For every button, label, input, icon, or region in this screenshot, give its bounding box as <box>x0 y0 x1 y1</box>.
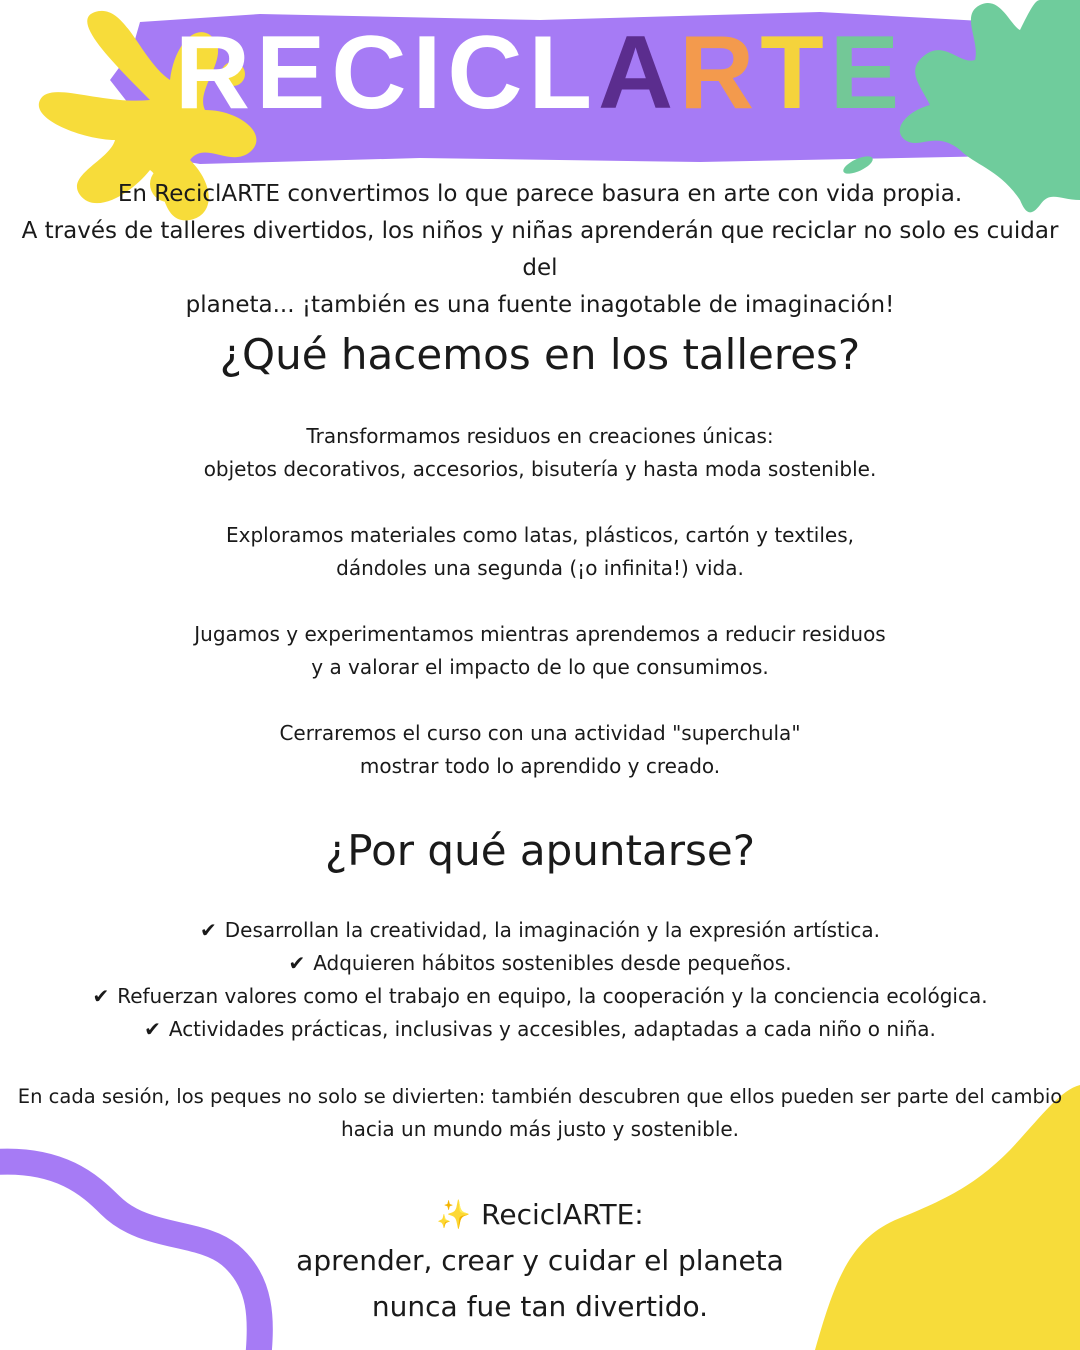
list-item <box>0 980 1080 1013</box>
workshop-paragraph <box>0 618 1080 684</box>
paragraph-line: objetos decorativos, accesorios, bisutería y hasta moda sostenible. <box>203 457 877 481</box>
page-title <box>0 15 1080 131</box>
slogan-brand-line <box>0 1192 1080 1238</box>
title-letter: E <box>829 15 906 131</box>
list-item-text: Refuerzan valores como el trabajo en equipo, la cooperación y la conciencia ecológica. <box>117 984 988 1008</box>
paragraph-line: y a valorar el impacto de lo que consumimos. <box>311 655 769 679</box>
title-letter: E <box>255 15 332 131</box>
workshop-paragraph <box>0 420 1080 486</box>
paragraph-line: Transformamos residuos en creaciones únicas: <box>306 424 774 448</box>
slogan-brand: ReciclARTE: <box>481 1198 644 1231</box>
check-icon: ✔ <box>92 984 110 1008</box>
title-letter: R <box>679 15 761 131</box>
benefits-list <box>0 914 1080 1046</box>
list-item <box>0 1013 1080 1046</box>
title-letter: L <box>528 15 598 131</box>
sparkles-icon: ✨ <box>436 1198 472 1231</box>
list-item <box>0 947 1080 980</box>
intro-line: planeta... ¡también es una fuente inagotable de imaginación! <box>185 292 895 318</box>
check-icon: ✔ <box>144 1017 161 1041</box>
title-letter: T <box>760 15 830 131</box>
list-item-text: Adquieren hábitos sostenibles desde pequeños. <box>313 951 792 975</box>
title-letter: I <box>412 15 448 131</box>
intro-paragraph <box>20 176 1060 324</box>
check-icon: ✔ <box>288 951 306 975</box>
intro-line: A través de talleres divertidos, los niños y niñas aprenderán que reciclar no solo es cuidar del <box>21 218 1059 281</box>
paragraph-line: mostrar todo lo aprendido y creado. <box>359 754 721 778</box>
paragraph-line: Jugamos y experimentamos mientras aprendemos a reducir residuos <box>194 622 886 646</box>
paragraph-line: dándoles una segunda (¡o infinita!) vida. <box>336 556 744 580</box>
list-item-text: Desarrollan la creatividad, la imaginación y la expresión artística. <box>224 918 881 942</box>
section-heading-que-hacemos: ¿Qué hacemos en los talleres? <box>219 330 861 379</box>
workshop-paragraph <box>0 717 1080 783</box>
list-item-text: Actividades prácticas, inclusivas y accesibles, adaptadas a cada niño o niña. <box>168 1017 936 1041</box>
title-letter: C <box>447 15 529 131</box>
slogan-line: nunca fue tan divertido. <box>371 1290 709 1323</box>
check-icon: ✔ <box>199 918 217 942</box>
paragraph-line: Cerraremos el curso con una actividad "superchula" <box>279 721 801 745</box>
final-slogan <box>0 1192 1080 1330</box>
list-item <box>0 914 1080 947</box>
closing-paragraph <box>0 1080 1080 1146</box>
closing-line: En cada sesión, los peques no solo se divierten: también descubren que ellos pueden ser parte del cambio <box>17 1085 1063 1108</box>
closing-line: hacia un mundo más justo y sostenible. <box>340 1117 740 1141</box>
title-letter: A <box>598 15 680 131</box>
section-heading-por-que: ¿Por qué apuntarse? <box>324 826 756 875</box>
workshop-paragraph <box>0 519 1080 585</box>
title-letter: R <box>174 15 256 131</box>
intro-line: En ReciclARTE convertimos lo que parece basura en arte con vida propia. <box>117 181 963 207</box>
slogan-line: aprender, crear y cuidar el planeta <box>296 1244 784 1277</box>
title-letter: C <box>331 15 413 131</box>
paragraph-line: Exploramos materiales como latas, plásticos, cartón y textiles, <box>226 523 854 547</box>
